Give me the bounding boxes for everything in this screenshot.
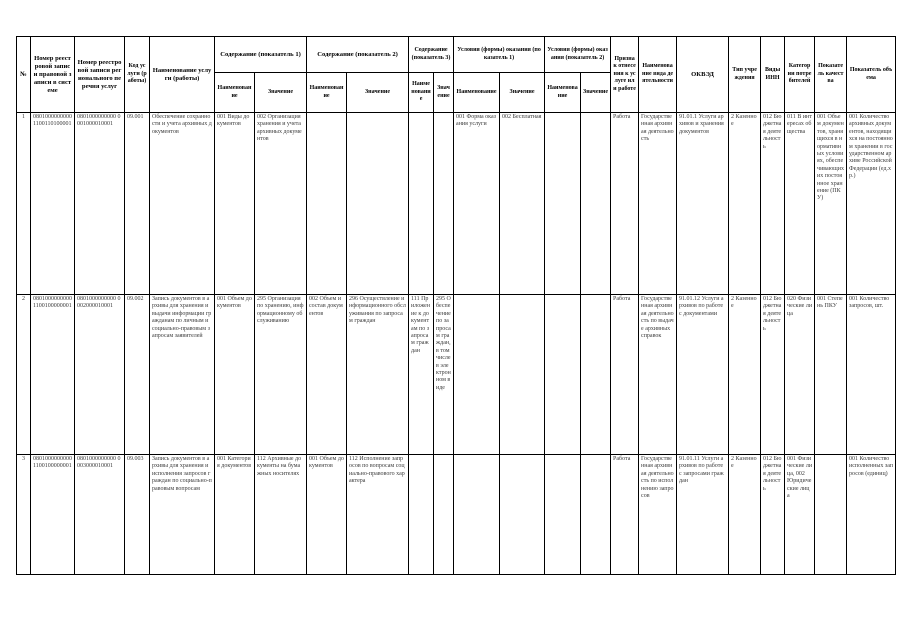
cell-content-2-value: 296 Осуществление информационного обслуживания по запросам граждан — [347, 295, 409, 455]
cell-volume: 001 Количество архивных документов, находящихся на постоянном хранении в государственном архиве Российской Федерации (ед.хр.) — [847, 113, 896, 295]
registry-table — [16, 36, 896, 575]
cell-content-1-name: 001 Объем документов — [215, 295, 255, 455]
cell-content-3-value: 295 Обеспечение по запросам граждан, в том числе в электронном виде — [434, 295, 454, 455]
cell-content-2-name: 001 Объем документов — [307, 455, 347, 575]
sub-header-value: Значение — [434, 73, 454, 113]
cell-num: 3 — [17, 455, 31, 575]
col-header-consumers: Категории потребителей — [785, 37, 815, 113]
cell-conditions-2-name — [545, 113, 581, 295]
sub-header-name: Наименование — [545, 73, 581, 113]
sub-header-value: Значение — [255, 73, 307, 113]
table-row — [17, 113, 896, 295]
cell-conditions-2-value — [581, 113, 611, 295]
cell-reg-number-regional: 0801000000000 0003000010001 — [75, 455, 125, 575]
cell-content-3-name — [409, 113, 434, 295]
cell-quality — [815, 455, 847, 575]
cell-content-2-name: 002 Объем и состав документов — [307, 295, 347, 455]
cell-activity-name: Государственная архивная деятельность — [639, 113, 677, 295]
cell-conditions-2-value — [581, 455, 611, 575]
col-header-institution-type: Тип учреждения — [729, 37, 761, 113]
col-header-okved: ОКВЭД — [677, 37, 729, 113]
cell-conditions-1-name: 001 Форма оказания услуги — [454, 113, 500, 295]
sub-header-value: Значение — [581, 73, 611, 113]
cell-content-1-value: 002 Организация хранения и учета архивных документов — [255, 113, 307, 295]
cell-activity-name: Государственная архивная деятельность по выдаче архивных справок — [639, 295, 677, 455]
col-header-conditions-1: Условия (формы) оказания (показатель 1) — [454, 37, 545, 73]
sub-header-value: Значение — [500, 73, 545, 113]
sub-header-name: Наименование — [454, 73, 500, 113]
col-header-volume: Показатель объема — [847, 37, 896, 113]
col-header-inn: Виды ИНН — [761, 37, 785, 113]
sub-header-value: Значение — [347, 73, 409, 113]
sub-header-name: Наименование — [215, 73, 255, 113]
cell-conditions-1-value: 002 Бесплатная — [500, 113, 545, 295]
cell-inn: 012 Бюджетная деятельность — [761, 295, 785, 455]
cell-content-1-value: 112 Архивные документы на бумажных носителях — [255, 455, 307, 575]
cell-service-code: 09.003 — [125, 455, 150, 575]
cell-content-2-name — [307, 113, 347, 295]
document-page — [16, 36, 894, 575]
col-header-service-code: Код услуги (работы) — [125, 37, 150, 113]
cell-conditions-1-value — [500, 295, 545, 455]
cell-content-3-value — [434, 113, 454, 295]
cell-sign: Работа — [611, 295, 639, 455]
cell-institution-type: 2 Казенное — [729, 295, 761, 455]
cell-okved: 91.01.11 Услуги архивов по работе с запросами граждан — [677, 455, 729, 575]
cell-reg-number: 0801000000000 1100110100001 — [31, 113, 75, 295]
cell-reg-number-regional: 0801000000000 0002000010001 — [75, 295, 125, 455]
cell-okved: 91.01.1 Услуги архивов и хранения документов — [677, 113, 729, 295]
cell-institution-type: 2 Казенное — [729, 113, 761, 295]
col-header-sign: Признак отнесения к услуге или работе — [611, 37, 639, 113]
cell-service-code: 09.002 — [125, 295, 150, 455]
cell-consumers: 011 В интересах общества — [785, 113, 815, 295]
cell-inn: 012 Бюджетная деятельность — [761, 455, 785, 575]
col-header-reg-number-regional: Номер реестровой записи регионального перечня услуг — [75, 37, 125, 113]
cell-institution-type: 2 Казенное — [729, 455, 761, 575]
cell-sign: Работа — [611, 113, 639, 295]
cell-conditions-2-name — [545, 455, 581, 575]
col-header-reg-number: Номер реестровой записи правовой записи в системе — [31, 37, 75, 113]
col-header-content-1: Содержание (показатель 1) — [215, 37, 307, 73]
cell-conditions-1-name — [454, 455, 500, 575]
cell-quality: 001 Степень ПКУ — [815, 295, 847, 455]
cell-consumers: 001 Физические лица, 002 Юридические лица — [785, 455, 815, 575]
cell-content-2-value: 112 Исполнение запросов по вопросам социально-правового характера — [347, 455, 409, 575]
col-header-num: № — [17, 37, 31, 113]
cell-inn: 012 Бюджетная деятельность — [761, 113, 785, 295]
cell-conditions-1-value — [500, 455, 545, 575]
cell-volume: 001 Количество запросов, шт. — [847, 295, 896, 455]
cell-content-3-value — [434, 455, 454, 575]
col-header-content-2: Содержание (показатель 2) — [307, 37, 409, 73]
col-header-content-3: Содержание (показатель 3) — [409, 37, 454, 73]
cell-num: 1 — [17, 113, 31, 295]
cell-consumers: 020 Физические лица — [785, 295, 815, 455]
cell-quality: 001 Объем документов, хранящихся в нормативных условиях, обеспечивающих их постоянное хранение (ПКУ) — [815, 113, 847, 295]
cell-content-1-name: 001 Виды документов — [215, 113, 255, 295]
sub-header-name: Наименование — [307, 73, 347, 113]
cell-reg-number-regional: 0801000000000 0001000010001 — [75, 113, 125, 295]
col-header-activity-name: Наименование вида деятельности — [639, 37, 677, 113]
cell-conditions-2-value — [581, 295, 611, 455]
cell-okved: 91.01.12 Услуги архивов по работе с документами — [677, 295, 729, 455]
cell-service-name: Запись документов в архивы для хранения и исполнения запросов граждан по социально-правовым вопросам — [150, 455, 215, 575]
sub-header-name: Наименование — [409, 73, 434, 113]
cell-content-2-value — [347, 113, 409, 295]
table-row — [17, 295, 896, 455]
col-header-quality: Показатель качества — [815, 37, 847, 113]
cell-conditions-1-name — [454, 295, 500, 455]
cell-reg-number: 0801000000000 1100100000001 — [31, 295, 75, 455]
cell-activity-name: Государственная архивная деятельность по исполнению запросов — [639, 455, 677, 575]
cell-content-1-value: 295 Организация по хранению, информационному обслуживанию — [255, 295, 307, 455]
table-row — [17, 455, 896, 575]
cell-service-name: Запись документов в архивы для хранения и выдачи информации гражданам по личным и социально-правовым запросам заявителей — [150, 295, 215, 455]
col-header-service-name: Наименование услуги (работы) — [150, 37, 215, 113]
col-header-conditions-2: Условия (формы) оказания (показатель 2) — [545, 37, 611, 73]
cell-service-name: Обеспечение сохранности и учета архивных документов — [150, 113, 215, 295]
cell-num: 2 — [17, 295, 31, 455]
cell-conditions-2-name — [545, 295, 581, 455]
cell-content-1-name: 001 Категория документов — [215, 455, 255, 575]
header-row-top — [17, 37, 896, 73]
cell-volume: 001 Количество исполненных запросов (единиц) — [847, 455, 896, 575]
cell-reg-number: 0801000000000 1100100000001 — [31, 455, 75, 575]
cell-sign: Работа — [611, 455, 639, 575]
cell-service-code: 09.001 — [125, 113, 150, 295]
cell-content-3-name — [409, 455, 434, 575]
cell-content-3-name: 111 Приложение к документам по запросам граждан — [409, 295, 434, 455]
